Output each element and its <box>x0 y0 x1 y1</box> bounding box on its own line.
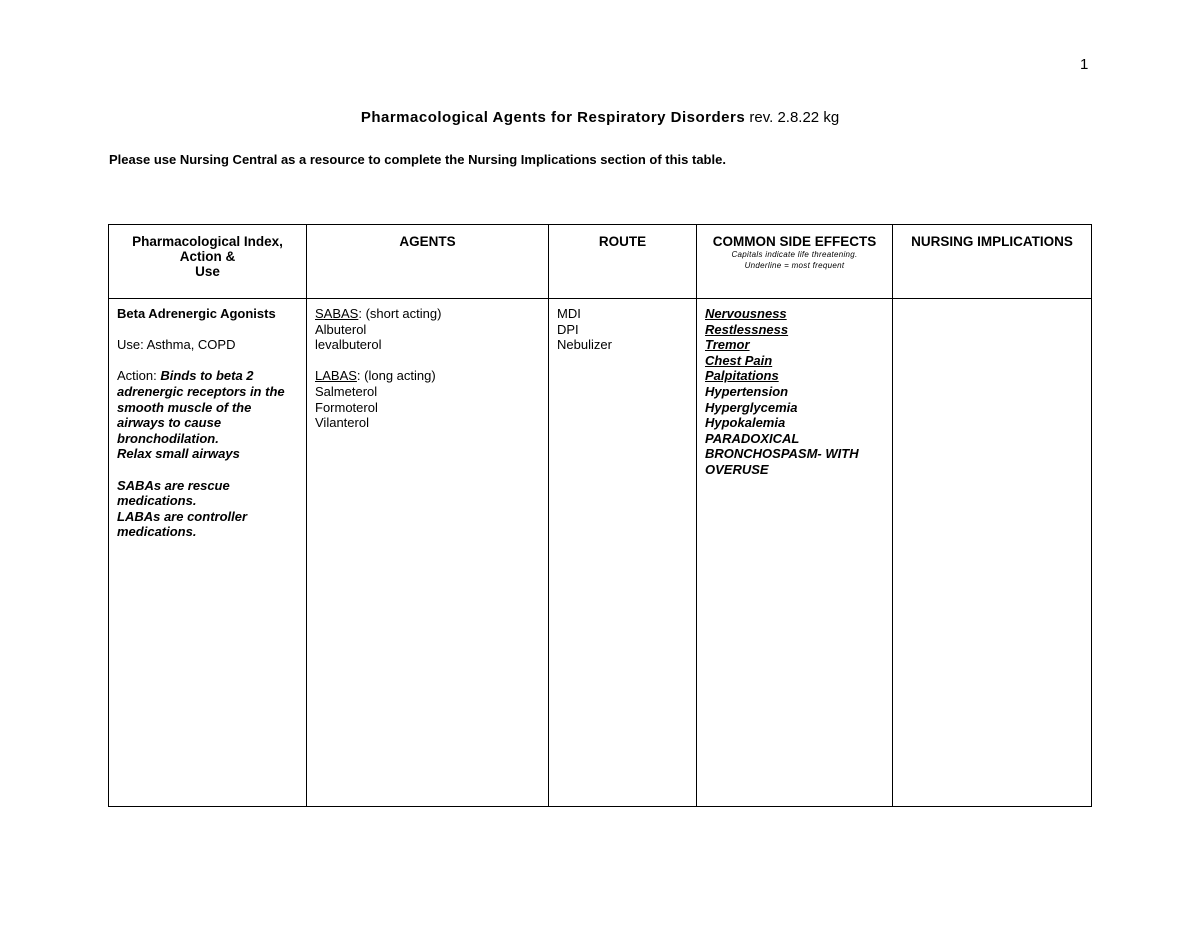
cell-side-effects <box>697 299 893 807</box>
drug-table <box>108 224 1092 807</box>
note-line: medications. <box>117 524 197 540</box>
route-item: MDI <box>557 306 581 321</box>
note-line: SABAs are rescue <box>117 477 230 493</box>
agent-item: Formoterol <box>315 399 378 415</box>
instructions-text: Please use Nursing Central as a resource to complete the Nursing Implications section of this table. <box>109 152 726 167</box>
page-title <box>0 109 1200 126</box>
action-text-line: adrenergic receptors in the <box>117 383 285 399</box>
drug-use: Use: Asthma, COPD <box>117 337 236 353</box>
title-main: Pharmacological Agents for Respiratory Disorders <box>360 109 746 126</box>
action-text-line: bronchodilation. <box>117 430 219 446</box>
action-label: Action: <box>117 368 161 384</box>
header-index-line: Pharmacological Index, <box>132 234 283 249</box>
header-pharmacological-index <box>109 225 307 299</box>
header-side-effects-label: COMMON SIDE EFFECTS <box>712 234 877 249</box>
title-revision: rev. 2.8.22 kg <box>745 109 840 126</box>
laba-label: LABAS <box>315 368 357 384</box>
header-nursing-implications: NURSING IMPLICATIONS <box>893 225 1092 299</box>
side-effect-life-threatening: OVERUSE <box>705 461 769 477</box>
agent-item: Albuterol <box>315 321 367 337</box>
header-index-line: Use <box>195 264 220 279</box>
laba-desc: : (long acting) <box>356 368 436 384</box>
route-item: Nebulizer <box>557 337 612 353</box>
cell-pharmacological-index <box>109 299 307 807</box>
cell-nursing-implications <box>893 299 1092 807</box>
side-effect-frequent: Nervousness <box>705 306 787 321</box>
saba-desc: : (short acting) <box>358 306 442 321</box>
action-text-line: Relax small airways <box>117 446 240 462</box>
route-item: DPI <box>557 321 579 337</box>
action-text-line: Binds to beta 2 <box>160 368 254 384</box>
side-effect-life-threatening: PARADOXICAL <box>705 430 800 446</box>
side-effect: Hyperglycemia <box>705 399 798 415</box>
action-text-line: smooth muscle of the <box>117 399 252 415</box>
side-effect-frequent: Restlessness <box>705 321 789 337</box>
note-line: LABAs are controller <box>117 508 248 524</box>
table-row <box>109 299 1092 807</box>
laba-heading <box>315 368 540 384</box>
side-effect-life-threatening: BRONCHOSPASM- WITH <box>705 446 859 462</box>
saba-label: SABAS <box>315 306 359 321</box>
note-line: medications. <box>117 493 197 509</box>
side-effect: Hypertension <box>705 383 789 399</box>
header-route: ROUTE <box>549 225 697 299</box>
side-effect-frequent: Palpitations <box>705 368 779 384</box>
side-effect: Hypokalemia <box>705 415 786 431</box>
saba-heading <box>315 306 540 322</box>
cell-route <box>549 299 697 807</box>
agent-item: Vilanterol <box>315 415 369 431</box>
drug-class-name: Beta Adrenergic Agonists <box>117 306 276 321</box>
side-effect-frequent: Chest Pain <box>705 352 773 368</box>
agent-item: Salmeterol <box>315 383 378 399</box>
table-header-row <box>109 225 1092 299</box>
agent-item: levalbuterol <box>315 337 382 353</box>
page-number: 1 <box>1080 56 1089 73</box>
header-agents: AGENTS <box>307 225 549 299</box>
side-effect-frequent: Tremor <box>705 337 750 353</box>
action-text-line: airways to cause <box>117 415 222 431</box>
cell-agents <box>307 299 549 807</box>
header-side-effects-note: Capitals indicate life threatening. <box>731 250 858 259</box>
drug-action <box>117 368 298 384</box>
header-index-line: Action & <box>179 249 236 264</box>
header-side-effects <box>697 225 893 299</box>
header-side-effects-note: Underline = most frequent <box>744 261 845 270</box>
